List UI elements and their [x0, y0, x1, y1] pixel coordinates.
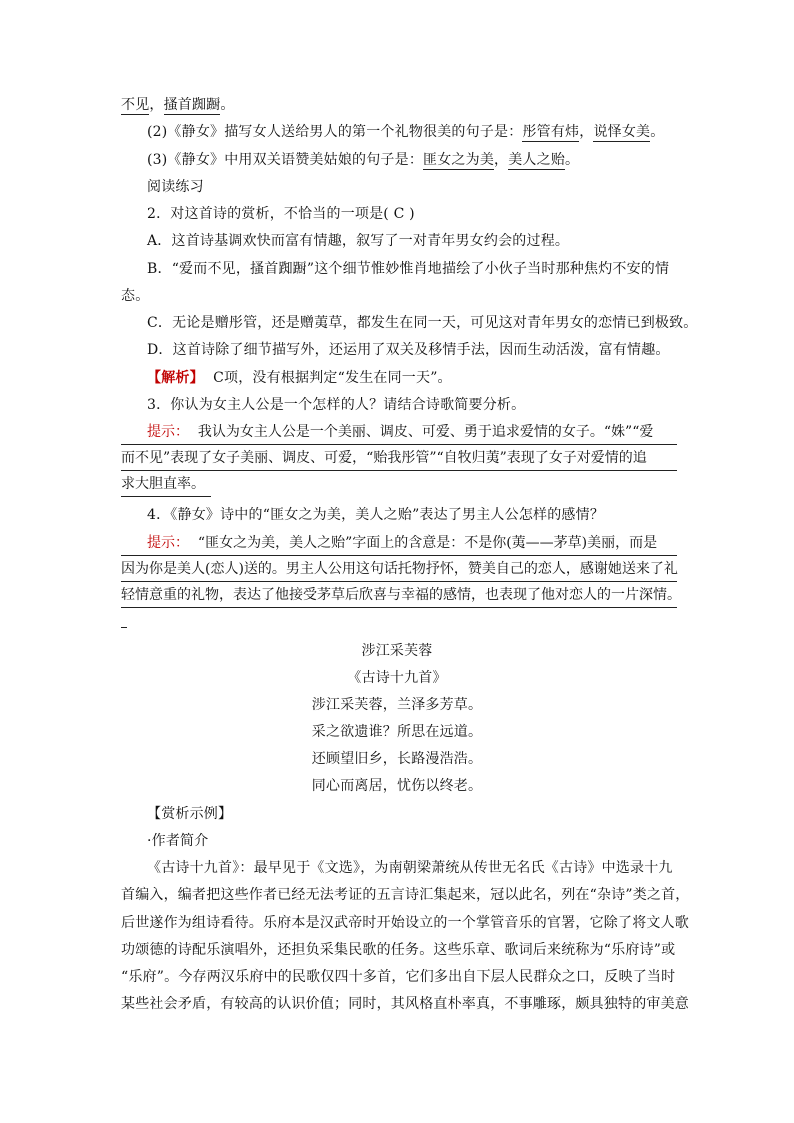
question-3-hint	[121, 419, 677, 497]
question-text: (2)《静女》描写女人送给男人的第一个礼物很美的句子是：	[147, 124, 523, 140]
punct: 。	[565, 152, 580, 168]
question-3-fill	[147, 152, 684, 170]
paragraph-line: 《古诗十九首》：最早见于《文选》，为南朝梁萧统从传世无名氏《古诗》中选录十九	[147, 860, 673, 876]
paragraph-line: 功颂德的诗配乐演唱外，还担负采集民歌的任务。这些乐章、歌词后来统称为“乐府诗”或	[121, 942, 676, 958]
poem-line: 还顾望旧乡，长路漫浩浩。	[311, 751, 483, 767]
question-2-fill	[147, 124, 684, 142]
answer-blank: 美人之贻	[508, 152, 566, 168]
poem-line: 同心而离居，忧伤以终老。	[311, 778, 483, 794]
hint-line: 因为你是美人(恋人)送的。男主人公用这句话托物抒怀，赞美自己的恋人，感谢她送来了礼	[121, 556, 677, 582]
blank-mark	[121, 627, 127, 628]
bullet-author-intro: ·作者简介	[147, 833, 209, 849]
punct: 。	[650, 124, 665, 140]
analysis	[147, 370, 684, 386]
poem-line: 采之欲遗谁？所思在远道。	[311, 724, 483, 740]
hint-label: 提示：	[147, 424, 189, 440]
hint-line: 而不见”表现了女子美丽、调皮、可爱，“贻我彤管”“自牧归荑”表现了女子对爱情的追	[121, 445, 677, 471]
question-2: 2．对这首诗的赏析，不恰当的一项是( C )	[147, 206, 415, 222]
paragraph-line: 某些社会矛盾，有较高的认识价值；同时，其风格直朴率真，不事雕琢，颇具独特的审美意	[121, 996, 689, 1012]
poem-title: 涉江采芙蓉	[361, 643, 433, 659]
option-c: C．无论是赠彤管，还是赠荑草，都发生在同一天，可见这对青年男女的恋情已到极致。	[147, 315, 698, 331]
punct: ，	[579, 124, 594, 140]
question-4: 4．《静女》诗中的“匪女之为美，美人之贻”表达了男主人公怎样的感情？	[147, 507, 605, 523]
answer-blank: 搔首踟蹰	[163, 97, 221, 113]
paragraph-line: 后世遂作为组诗看待。乐府本是汉武帝时开始设立的一个掌管音乐的官署，它除了将文人歌	[121, 915, 689, 931]
answer-line-1	[121, 97, 684, 115]
analysis-text: C项，没有根据判定“发生在同一天”。	[213, 370, 452, 386]
punct: 。	[220, 97, 235, 113]
hint-line: 求大胆直率。	[121, 471, 211, 497]
poem-line: 涉江采芙蓉，兰泽多芳草。	[311, 697, 483, 713]
hint-line: 轻情意重的礼物，表达了他接受茅草后欣喜与幸福的感情，也表现了他对恋人的一片深情。	[121, 582, 677, 608]
poem-source: 《古诗十九首》	[347, 670, 447, 686]
option-a: A．这首诗基调欢快而富有情趣，叙写了一对青年男女约会的过程。	[147, 233, 570, 249]
paragraph-line: 首编入，编者把这些作者已经无法考证的五言诗汇集起来，冠以此名，列在“杂诗”类之首，	[121, 887, 690, 903]
answer-blank: 彤管有炜	[522, 124, 580, 140]
appreciation-heading: 【赏析示例】	[147, 806, 233, 822]
question-text: (3)《静女》中用双关语赞美姑娘的句子是：	[147, 152, 424, 168]
answer-blank: 匪女之为美	[423, 152, 495, 168]
analysis-label: 【解析】	[147, 370, 204, 386]
option-b-line-2: 态。	[121, 288, 150, 304]
answer-blank: 不见	[121, 97, 150, 113]
hint-line: 提示： 我认为女主人公是一个美丽、调皮、可爱、勇于追求爱情的女子。“姝”“爱	[121, 419, 677, 445]
question-3: 3．你认为女主人公是一个怎样的人？请结合诗歌简要分析。	[147, 397, 526, 413]
punct: ，	[149, 97, 164, 113]
hint-line: 提示： “匪女之为美，美人之贻”字面上的含意是：不是你(荑——茅草)美丽，而是	[121, 530, 677, 556]
punct: ，	[494, 152, 509, 168]
option-d: D．这首诗除了细节描写外，还运用了双关及移情手法，因而生动活泼，富有情趣。	[147, 342, 670, 358]
section-heading: 阅读练习	[147, 179, 204, 195]
option-b-line-1: B．“爱而不见，搔首踟蹰”这个细节惟妙惟肖地描绘了小伙子当时那种焦灼不安的情	[147, 261, 670, 277]
paragraph-line: “乐府”。今存两汉乐府中的民歌仅四十多首，它们多出自下层人民群众之口，反映了当时	[121, 969, 676, 985]
answer-blank: 说怿女美	[593, 124, 651, 140]
question-4-hint	[121, 530, 681, 608]
hint-label: 提示：	[147, 535, 189, 551]
